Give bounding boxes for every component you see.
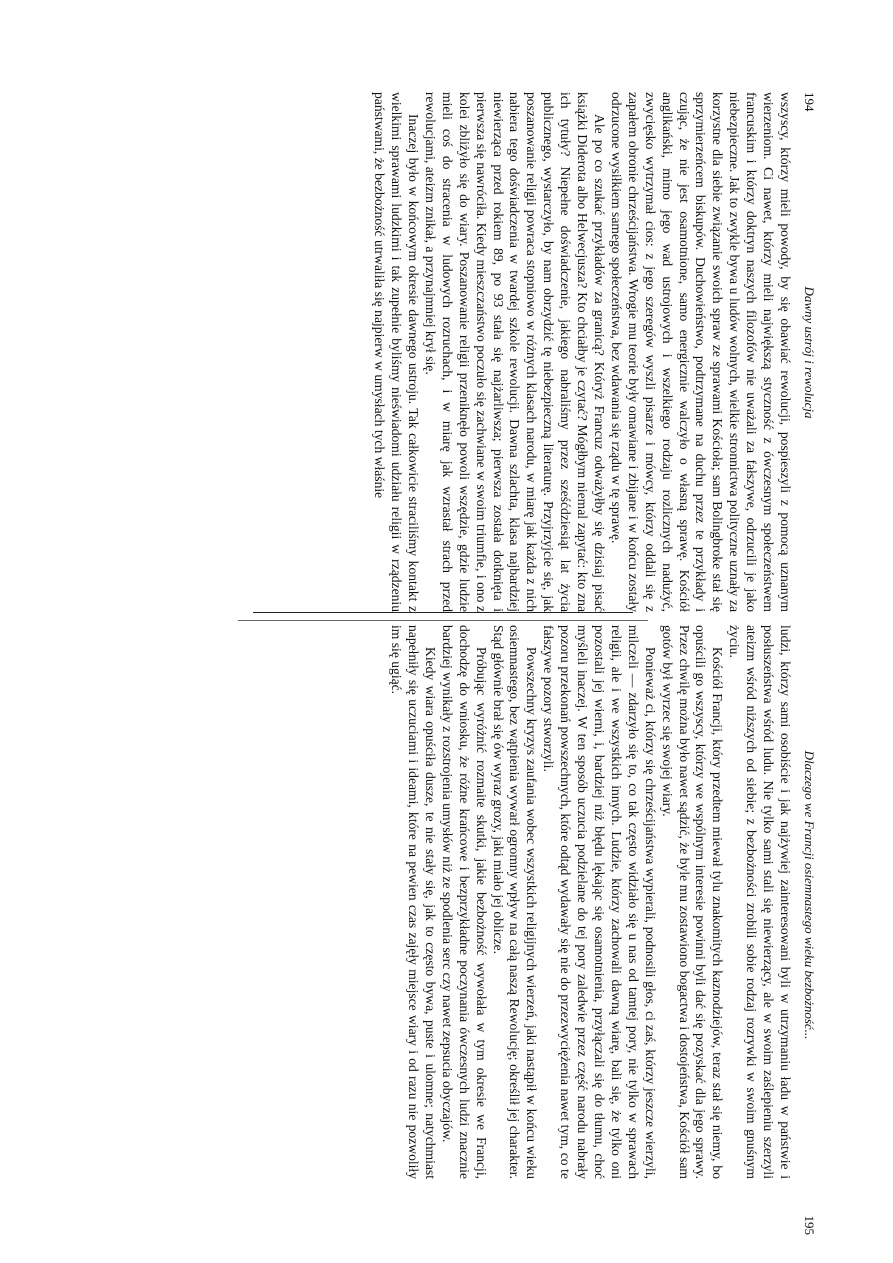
gutter-line bbox=[238, 620, 648, 621]
left-page bbox=[0, 0, 893, 615]
left-running-title: Dawny ustrój i rewolucja bbox=[802, 286, 817, 419]
right-page-body bbox=[387, 625, 793, 1179]
right-running-title: Dlaczego we Francji osiemnastego wieku bezbożność... bbox=[802, 750, 817, 1040]
right-paragraph: Kościół Francji, który przedtem miewał tylu znakomitych kaznodziejów, teraz stał się niemy, bo opuścili go wszyscy, którzy we wspólnym interesie powinni byli dać się pozyskać dla jego sprawy. Przez chwilę można było nawet sądzić, że byle mu zostawiono bogactwa i dostojeństwa, Kościół sam gotów był wyrzec się swojej wiary. bbox=[659, 625, 726, 1179]
right-page bbox=[0, 625, 893, 1245]
left-page-header bbox=[799, 0, 819, 615]
left-paragraph: Ale po co szukać przykładów za granicą? Któryż Francuz odważyłby się dzisiaj pisać książki Diderota albo Helwecjusza? Kto chciałby je czytać? Mógłbym niemal zapytać: kto zna ich tytuły? Niepełne doświadczenie, jakiego nabraliśmy przez sześćdziesiąt lat życia publicznego, wystarczyło, by nam obrzydzić tę niebezpieczną literaturę. Przyjrzyjcie się, jak poszanowanie religii powraca stopniowo w różnych klasach narodu, w miarę jak każda z nich nabiera tego doświadczenia w twardej szkole rewolucji. Dawna szlachta, klasa najbardziej niewierząca przed rokiem 89, po 93 stała się najżarliwsza; pierwsza została dotknięta i pierwsza się nawróciła. Kiedy mieszczaństwo poczuło się zachwiane w swoim triumfie, i ono z kolei zbliżyło się do wiary. Poszanowanie religii przeniknęło powoli wszędzie, gdzie ludzie mieli coś do stracenia w ludowych rozruchach, i w miarę jak wzrastał strach przed rewolucjami, ateizm znikał, a przynajmniej krył się. bbox=[422, 92, 608, 612]
right-paragraph: Próbując wyróżnić rozmaite skutki, jakie bezbożność wywołała w tym okresie we Francji, dochodzę do wniosku, że różne krańcowe i bezprzykładne poczynania ówczesnych ludzi znacznie bardziej wynikały z rozstrojenia umysłów niż ze spodlenia serc czy nawet zepsucia obyczajów. bbox=[439, 625, 489, 1179]
gutter-line bbox=[253, 612, 633, 613]
left-paragraph: Inaczej było w końcowym okresie dawnego ustroju. Tak całkowicie straciliśmy kontakt z wielkimi sprawami ludzkimi i tak zupełnie byliśmy nieświadomi udziału religii w rządzeniu państwami, że bezbożność utrwaliła się najpierw w umysłach tych właśnie bbox=[372, 92, 422, 612]
right-paragraph: Kiedy wiara opuściła dusze, te nie stały się, jak to często bywa, puste i ulomne; natychmiast napełniły się uczuciami i ideami, które na pewien czas zajęły miejsce wiary i od razu nie pozwoliły im się ugiąć. bbox=[389, 625, 438, 1179]
left-page-number: 194 bbox=[802, 92, 817, 112]
right-paragraph: Ponieważ ci, którzy się chrześcijaństwa wypierali, podnosili głos, ci zaś, którzy jeszcze wierzyli, milczeli — zdarzyło się to, co tak często widziało się u nas od tamtej pory, nie tylko w sprawach religii, ale i we wszystkich innych. Ludzie, którzy zachowali dawną wiarę, bali się, że tylko oni pozostali jej wierni, i, bardziej niż błędu lękając się osamotnienia, przyłączali się do tłumu, choć myśleli inaczej. W ten sposób uczucia podzielane do tej pory zaledwie przez część narodu nabrały pozoru przekonań powszechnych, które odtąd wydawały się nie do przezwyciężenia nawet tym, co te fałszywe pozory stworzyli. bbox=[541, 625, 658, 1179]
right-paragraph: ludzi, którzy sami osobiście i jak najżywiej zainteresowani byli w utrzymaniu ładu w państwie i posłuszeństwa wśród ludu. Nie tylko sami stali się niewierzący, ale w swoim zaślepieniu szerzyli ateizm wśród niższych od siebie; z bezbożności zrobili sobie rodzaj rozrywki w swoim gnuśnym życiu. bbox=[727, 625, 793, 1179]
left-page-body bbox=[370, 92, 793, 612]
right-paragraph: Powszechny kryzys zaufania wobec wszystkich religijnych wierzeń, jaki nastąpił w końcu wieku osiemnastego, bez wątpienia wywarł ogromny wpływ na całą naszą Rewolucję; określił jej charakter. Stąd głównie brał się ów wyraz grozy, jaki miało jej oblicze. bbox=[490, 625, 540, 1179]
left-paragraph: wszyscy, którzy mieli powody, by się obawiać rewolucji, pospieszyli z pomocą uznanym wierzeniom. Ci nawet, którzy mieli największą styczność z ówczesnym społeczeństwem francuskim i którzy doktryn naszych filozofów nie uważali za fałszywe, odrzucili je jako niebezpieczne. Jak to zwykle bywa u ludów wolnych, wielkie stronnictwa polityczne uznały za korzystne dla siebie związanie swoich spraw ze sprawami Kościoła; sam Bolingbroke stał się sprzymierzeńcem biskupów. Duchowieństwo, podtrzymane na duchu przez te przykłady i czując, że nie jest osamotnione, samo energicznie walczyło o własną sprawę. Kościół anglikański, mimo jego wad ustrojowych i wszelkiego rodzaju rozlicznych nadużyć, zwycięsko wytrzymał cios: z jego szeregów wyszli pisarze i mówcy, którzy oddali się z zapałem obronie chrześcijaństwa. Wrogie mu teorie były omawiane i zbijane i w końcu zostały odrzucone wysiłkiem samego społeczeństwa, bez wdawania się rządu w tę sprawę. bbox=[608, 92, 793, 612]
right-page-number: 195 bbox=[802, 1215, 817, 1235]
right-page-header bbox=[799, 625, 819, 1245]
